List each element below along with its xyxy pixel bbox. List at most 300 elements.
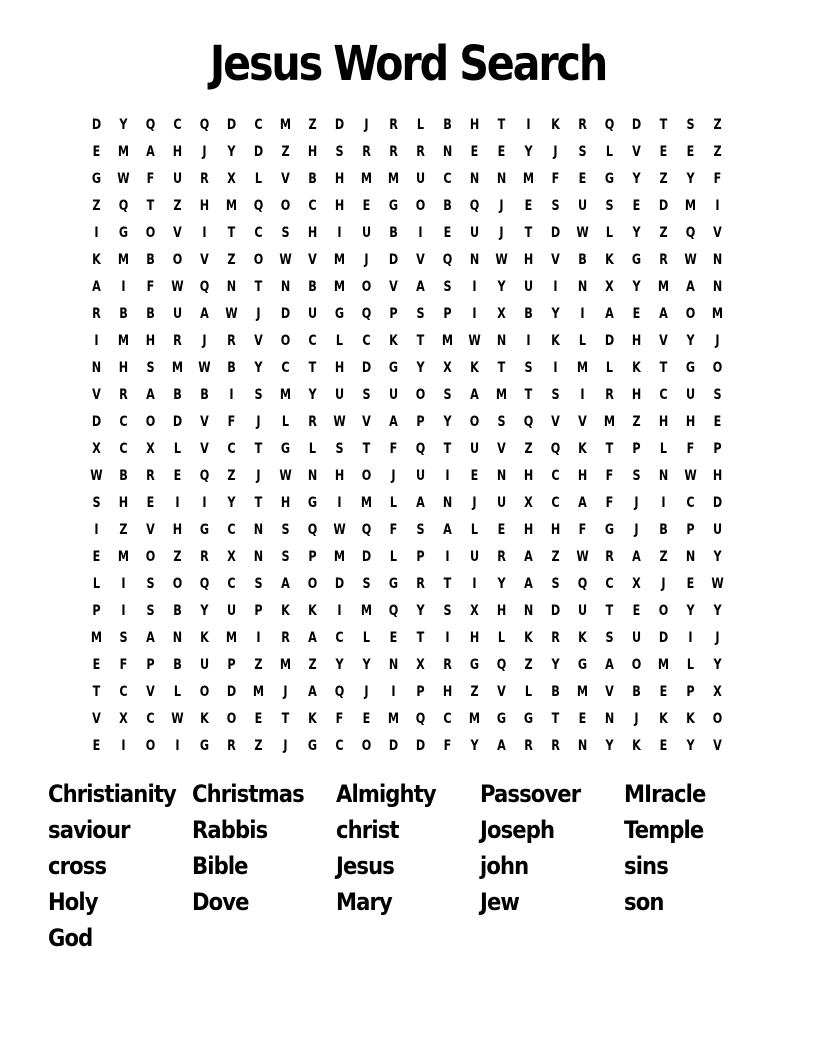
grid-cell: H xyxy=(334,359,345,376)
grid-cell: H xyxy=(523,521,534,538)
grid-cell: W xyxy=(279,467,292,484)
grid-cell: I xyxy=(121,602,126,619)
grid-cell: Q xyxy=(577,575,588,592)
grid-cell: M xyxy=(387,710,400,727)
grid-cell: Y xyxy=(335,656,344,673)
grid-cell: T xyxy=(497,116,506,133)
grid-cell: M xyxy=(279,116,292,133)
grid-cell: E xyxy=(362,710,371,727)
grid-cell: M xyxy=(657,278,670,295)
grid-cell: V xyxy=(389,278,398,295)
grid-cell: O xyxy=(361,278,372,295)
grid-cell: C xyxy=(308,197,317,214)
grid-cell: I xyxy=(256,629,261,646)
grid-cell: O xyxy=(280,197,291,214)
grid-cell: Y xyxy=(713,602,722,619)
grid-cell: B xyxy=(173,656,182,673)
grid-cell: Z xyxy=(659,170,668,187)
grid-cell: Z xyxy=(659,224,668,241)
grid-cell: I xyxy=(445,548,450,565)
grid-cell: V xyxy=(146,521,155,538)
grid-cell: A xyxy=(146,629,155,646)
grid-cell: R xyxy=(227,737,236,754)
grid-cell: W xyxy=(171,710,184,727)
word-list-item: Christmas xyxy=(192,780,304,808)
grid-cell: M xyxy=(684,197,697,214)
grid-cell: Q xyxy=(118,197,129,214)
grid-cell: Z xyxy=(470,683,479,700)
grid-cell: E xyxy=(659,683,668,700)
grid-cell: X xyxy=(227,548,236,565)
grid-cell: Y xyxy=(686,332,695,349)
grid-cell: E xyxy=(497,521,506,538)
grid-cell: P xyxy=(254,602,263,619)
grid-cell: N xyxy=(253,548,264,565)
grid-cell: I xyxy=(580,386,585,403)
grid-cell: O xyxy=(199,683,210,700)
grid-cell: N xyxy=(658,467,669,484)
grid-cell: M xyxy=(333,251,346,268)
word-list-item: Joseph xyxy=(480,816,555,844)
grid-cell: X xyxy=(146,440,155,457)
grid-cell: V xyxy=(713,224,722,241)
grid-cell: L xyxy=(605,359,614,376)
grid-cell: V xyxy=(254,332,263,349)
grid-cell: H xyxy=(550,521,561,538)
grid-cell: S xyxy=(416,521,425,538)
grid-cell: D xyxy=(226,683,237,700)
grid-cell: B xyxy=(227,359,236,376)
grid-cell: A xyxy=(200,305,209,322)
grid-cell: L xyxy=(173,683,182,700)
grid-cell: F xyxy=(551,170,560,187)
grid-cell: Y xyxy=(686,737,695,754)
grid-cell: K xyxy=(605,251,614,268)
grid-cell: I xyxy=(121,278,126,295)
grid-cell: J xyxy=(256,467,261,484)
grid-cell: M xyxy=(387,170,400,187)
grid-cell: W xyxy=(684,251,697,268)
grid-cell: Z xyxy=(254,737,263,754)
grid-cell: A xyxy=(281,575,290,592)
grid-cell: K xyxy=(281,602,290,619)
grid-cell: I xyxy=(121,575,126,592)
grid-cell: D xyxy=(658,629,669,646)
grid-cell: A xyxy=(92,278,101,295)
grid-cell: X xyxy=(497,305,506,322)
grid-cell: M xyxy=(468,710,481,727)
grid-cell: K xyxy=(686,710,695,727)
grid-cell: B xyxy=(173,386,182,403)
grid-cell: K xyxy=(524,629,533,646)
grid-cell: O xyxy=(361,467,372,484)
grid-cell: L xyxy=(389,494,398,511)
grid-cell: V xyxy=(497,683,506,700)
grid-cell: M xyxy=(603,413,616,430)
grid-cell: R xyxy=(497,548,506,565)
grid-cell: E xyxy=(686,575,695,592)
grid-cell: Y xyxy=(362,656,371,673)
grid-cell: B xyxy=(578,251,587,268)
grid-cell: S xyxy=(335,143,344,160)
grid-cell: Y xyxy=(119,116,128,133)
grid-cell: S xyxy=(92,494,101,511)
grid-cell: M xyxy=(117,548,130,565)
grid-cell: O xyxy=(172,251,183,268)
grid-cell: H xyxy=(631,332,642,349)
grid-cell: U xyxy=(226,602,237,619)
grid-cell: M xyxy=(495,386,508,403)
grid-cell: B xyxy=(632,683,641,700)
grid-cell: C xyxy=(254,116,263,133)
grid-cell: Y xyxy=(632,224,641,241)
grid-cell: M xyxy=(333,278,346,295)
grid-cell: N xyxy=(442,494,453,511)
grid-cell: E xyxy=(92,143,101,160)
grid-cell: Q xyxy=(253,197,264,214)
word-list-item: sins xyxy=(624,852,668,880)
grid-cell: Q xyxy=(361,305,372,322)
grid-cell: Z xyxy=(713,143,722,160)
grid-cell: E xyxy=(578,710,587,727)
grid-cell: C xyxy=(362,332,371,349)
grid-cell: K xyxy=(632,359,641,376)
grid-cell: T xyxy=(92,683,101,700)
grid-cell: I xyxy=(661,494,666,511)
grid-cell: V xyxy=(92,710,101,727)
grid-cell: Z xyxy=(308,656,317,673)
grid-cell: B xyxy=(659,521,668,538)
grid-cell: C xyxy=(605,575,614,592)
grid-cell: R xyxy=(443,656,452,673)
grid-cell: U xyxy=(712,521,723,538)
grid-cell: Q xyxy=(604,116,615,133)
grid-cell: N xyxy=(280,278,291,295)
grid-cell: E xyxy=(470,467,479,484)
grid-cell: R xyxy=(92,305,101,322)
grid-cell: O xyxy=(658,602,669,619)
grid-cell: O xyxy=(631,656,642,673)
grid-cell: U xyxy=(415,467,426,484)
grid-cell: B xyxy=(119,305,128,322)
grid-cell: H xyxy=(577,467,588,484)
grid-cell: Z xyxy=(659,548,668,565)
grid-cell: H xyxy=(496,602,507,619)
grid-cell: K xyxy=(308,710,317,727)
grid-cell: K xyxy=(551,116,560,133)
word-list-item: Jesus xyxy=(336,852,394,880)
word-list xyxy=(48,776,768,956)
grid-cell: O xyxy=(145,737,156,754)
grid-cell: Q xyxy=(442,251,453,268)
grid-cell: U xyxy=(307,305,318,322)
word-list-item: Rabbis xyxy=(192,816,268,844)
grid-cell: I xyxy=(445,467,450,484)
grid-cell: N xyxy=(577,737,588,754)
grid-cell: R xyxy=(389,143,398,160)
grid-cell: S xyxy=(551,197,560,214)
word-list-item: Christianity xyxy=(48,780,176,808)
grid-cell: D xyxy=(550,602,561,619)
grid-cell: B xyxy=(524,305,533,322)
grid-cell: N xyxy=(469,170,480,187)
grid-cell: A xyxy=(524,575,533,592)
grid-cell: K xyxy=(470,359,479,376)
grid-cell: R xyxy=(605,386,614,403)
grid-cell: E xyxy=(146,494,155,511)
grid-cell: S xyxy=(146,602,155,619)
grid-cell: H xyxy=(145,332,156,349)
grid-cell: Z xyxy=(119,521,128,538)
grid-cell: Z xyxy=(632,413,641,430)
grid-cell: C xyxy=(173,116,182,133)
grid-cell: D xyxy=(361,548,372,565)
grid-cell: Z xyxy=(308,116,317,133)
grid-cell: E xyxy=(470,143,479,160)
grid-cell: J xyxy=(283,683,288,700)
grid-cell: U xyxy=(172,170,183,187)
grid-cell: G xyxy=(577,656,588,673)
grid-cell: K xyxy=(632,737,641,754)
grid-cell: I xyxy=(337,224,342,241)
grid-cell: M xyxy=(441,332,454,349)
grid-cell: F xyxy=(605,467,614,484)
grid-cell: C xyxy=(686,494,695,511)
grid-cell: S xyxy=(335,440,344,457)
grid-cell: N xyxy=(253,521,264,538)
grid-cell: A xyxy=(686,278,695,295)
grid-cell: H xyxy=(658,413,669,430)
grid-cell: M xyxy=(711,305,724,322)
grid-cell: O xyxy=(253,251,264,268)
grid-cell: V xyxy=(578,413,587,430)
grid-cell: R xyxy=(119,386,128,403)
grid-cell: X xyxy=(443,359,452,376)
grid-cell: E xyxy=(362,197,371,214)
grid-cell: F xyxy=(335,710,344,727)
grid-cell: W xyxy=(495,251,508,268)
grid-cell: N xyxy=(496,170,507,187)
grid-cell: H xyxy=(469,629,480,646)
word-list-item: Mary xyxy=(336,888,392,916)
grid-cell: H xyxy=(334,467,345,484)
grid-cell: R xyxy=(551,629,560,646)
grid-cell: F xyxy=(227,413,236,430)
grid-cell: S xyxy=(146,575,155,592)
grid-cell: Q xyxy=(685,224,696,241)
grid-cell: H xyxy=(307,143,318,160)
grid-cell: C xyxy=(281,359,290,376)
grid-cell: T xyxy=(416,629,425,646)
grid-cell: T xyxy=(281,710,290,727)
grid-cell: D xyxy=(91,413,102,430)
grid-cell: T xyxy=(497,359,506,376)
grid-cell: L xyxy=(281,413,290,430)
grid-cell: G xyxy=(388,575,399,592)
grid-cell: R xyxy=(659,251,668,268)
grid-cell: Y xyxy=(713,656,722,673)
grid-cell: W xyxy=(684,467,697,484)
grid-cell: G xyxy=(307,494,318,511)
grid-cell: E xyxy=(659,737,668,754)
grid-cell: N xyxy=(388,656,399,673)
grid-cell: C xyxy=(254,224,263,241)
grid-cell: H xyxy=(199,197,210,214)
grid-cell: S xyxy=(416,305,425,322)
grid-cell: A xyxy=(524,548,533,565)
grid-cell: Q xyxy=(307,521,318,538)
grid-cell: C xyxy=(551,467,560,484)
grid-cell: U xyxy=(172,305,183,322)
grid-cell: R xyxy=(200,548,209,565)
grid-cell: V xyxy=(497,440,506,457)
grid-cell: S xyxy=(686,116,695,133)
grid-cell: S xyxy=(632,467,641,484)
grid-cell: C xyxy=(443,170,452,187)
grid-cell: E xyxy=(389,629,398,646)
grid-cell: F xyxy=(146,170,155,187)
grid-cell: L xyxy=(308,440,317,457)
grid-cell: A xyxy=(389,413,398,430)
grid-cell: A xyxy=(146,143,155,160)
grid-cell: O xyxy=(685,305,696,322)
grid-cell: U xyxy=(496,494,507,511)
grid-cell: V xyxy=(200,251,209,268)
grid-cell: J xyxy=(391,467,396,484)
grid-cell: Q xyxy=(199,467,210,484)
grid-cell: X xyxy=(524,494,533,511)
grid-cell: S xyxy=(254,386,263,403)
grid-cell: C xyxy=(227,521,236,538)
grid-cell: Z xyxy=(281,143,290,160)
grid-cell: O xyxy=(226,710,237,727)
grid-cell: Q xyxy=(334,683,345,700)
grid-cell: V xyxy=(416,251,425,268)
grid-cell: F xyxy=(605,494,614,511)
grid-cell: V xyxy=(200,413,209,430)
grid-cell: B xyxy=(146,305,155,322)
grid-cell: P xyxy=(389,305,398,322)
grid-cell: G xyxy=(199,737,210,754)
grid-cell: I xyxy=(94,224,99,241)
grid-cell: Z xyxy=(551,548,560,565)
grid-cell: K xyxy=(551,332,560,349)
grid-cell: W xyxy=(198,359,211,376)
grid-cell: G xyxy=(469,656,480,673)
grid-cell: O xyxy=(415,197,426,214)
grid-cell: O xyxy=(145,224,156,241)
grid-cell: L xyxy=(605,224,614,241)
grid-cell: A xyxy=(578,494,587,511)
grid-cell: G xyxy=(604,521,615,538)
grid-cell: D xyxy=(172,413,183,430)
grid-cell: J xyxy=(499,197,504,214)
grid-cell: S xyxy=(551,386,560,403)
grid-cell: J xyxy=(202,143,207,160)
grid-cell: F xyxy=(146,278,155,295)
grid-cell: Y xyxy=(497,575,506,592)
grid-cell: M xyxy=(117,332,130,349)
grid-cell: K xyxy=(659,710,668,727)
grid-cell: S xyxy=(605,629,614,646)
grid-cell: S xyxy=(362,575,371,592)
grid-cell: S xyxy=(362,386,371,403)
grid-cell: R xyxy=(524,737,533,754)
grid-cell: V xyxy=(281,170,290,187)
grid-cell: R xyxy=(308,413,317,430)
grid-cell: H xyxy=(442,683,453,700)
grid-cell: L xyxy=(173,440,182,457)
grid-cell: Y xyxy=(470,737,479,754)
grid-cell: A xyxy=(632,548,641,565)
grid-cell: S xyxy=(443,602,452,619)
grid-cell: D xyxy=(388,737,399,754)
grid-cell: Y xyxy=(713,548,722,565)
grid-cell: N xyxy=(469,251,480,268)
grid-cell: K xyxy=(578,629,587,646)
grid-cell: U xyxy=(469,548,480,565)
grid-cell: G xyxy=(388,359,399,376)
grid-cell: V xyxy=(551,251,560,268)
grid-cell: V xyxy=(308,251,317,268)
grid-cell: A xyxy=(659,305,668,322)
grid-cell: V xyxy=(632,143,641,160)
grid-cell: L xyxy=(92,575,101,592)
grid-cell: I xyxy=(580,305,585,322)
grid-cell: K xyxy=(92,251,101,268)
grid-cell: K xyxy=(389,332,398,349)
grid-cell: U xyxy=(361,224,372,241)
grid-cell: I xyxy=(472,278,477,295)
grid-cell: X xyxy=(632,575,641,592)
grid-cell: F xyxy=(119,656,128,673)
grid-cell: Y xyxy=(686,170,695,187)
grid-cell: E xyxy=(713,413,722,430)
grid-cell: U xyxy=(631,629,642,646)
grid-cell: G xyxy=(388,197,399,214)
grid-cell: B xyxy=(308,170,317,187)
grid-cell: G xyxy=(334,305,345,322)
grid-cell: I xyxy=(445,629,450,646)
grid-cell: D xyxy=(415,737,426,754)
grid-cell: Z xyxy=(524,440,533,457)
grid-cell: B xyxy=(200,386,209,403)
grid-cell: G xyxy=(118,224,129,241)
grid-cell: M xyxy=(117,251,130,268)
grid-cell: H xyxy=(118,359,129,376)
grid-cell: Y xyxy=(308,386,317,403)
grid-cell: L xyxy=(605,143,614,160)
grid-cell: M xyxy=(333,548,346,565)
grid-cell: I xyxy=(553,278,558,295)
grid-cell: N xyxy=(442,143,453,160)
grid-cell: I xyxy=(688,629,693,646)
grid-cell: F xyxy=(713,170,722,187)
grid-cell: K xyxy=(200,629,209,646)
grid-cell: M xyxy=(576,683,589,700)
grid-cell: N xyxy=(91,359,102,376)
grid-cell: Y xyxy=(551,656,560,673)
grid-cell: C xyxy=(551,494,560,511)
grid-cell: G xyxy=(631,251,642,268)
grid-cell: P xyxy=(416,683,425,700)
grid-cell: M xyxy=(522,170,535,187)
grid-cell: C xyxy=(119,683,128,700)
grid-cell: B xyxy=(551,683,560,700)
grid-cell: O xyxy=(361,737,372,754)
grid-cell: S xyxy=(713,386,722,403)
grid-cell: I xyxy=(391,683,396,700)
